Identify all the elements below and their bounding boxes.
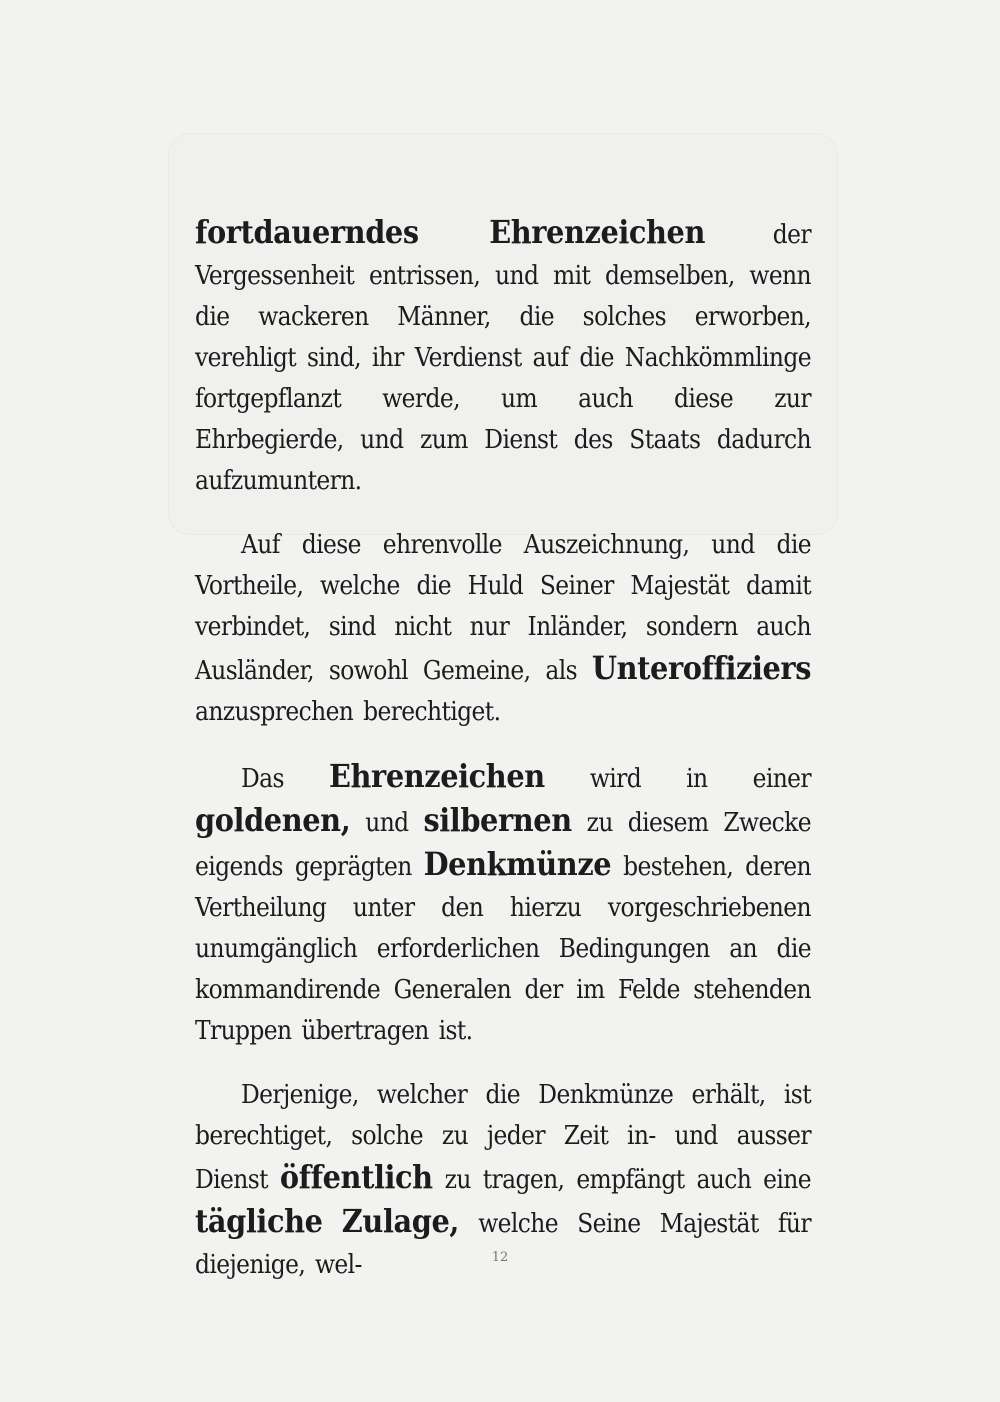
text-segment: Unteroffiziers xyxy=(591,649,811,687)
text-segment xyxy=(323,1209,342,1239)
text-segment: Das xyxy=(241,764,329,794)
paragraph-2 xyxy=(195,525,811,733)
paragraph-1 xyxy=(195,212,811,502)
text-segment: Derjenige, welcher die Denkmünze erhält, ist berechtiget, solche zu jeder Zeit in- und ausser Dienst xyxy=(195,1080,811,1195)
text-segment: Auf diese ehrenvolle Auszeichnung, und die Vortheile, welche die Huld Seiner Majestät damit verbindet, sind nicht nur Inländer, sondern auch Ausländer, sowohl Gemeine, als xyxy=(195,530,811,686)
text-segment: zu tragen, empfängt auch eine xyxy=(432,1165,811,1195)
text-segment: der Vergessenheit entrissen, und mit demselben, wenn die wackeren Männer, die solches erworben, verehligt sind, ihr Verdienst auf die Nachkömmlinge fortgepflanzt werde, um auch diese zur Ehrbegierde, und zum Dienst des Staats dadurch aufzumuntern. xyxy=(195,220,811,496)
text-segment: goldenen, xyxy=(195,801,351,839)
text-segment: Denkmünze xyxy=(423,845,612,883)
text-segment: welche Seine Majestät für diejenige, wel- xyxy=(195,1209,811,1280)
text-segment: Zulage, xyxy=(341,1202,459,1240)
text-segment: Ehrenzeichen xyxy=(328,757,545,795)
body-text xyxy=(195,212,811,1309)
page-number: 12 xyxy=(491,1250,509,1265)
text-segment: zu diesem Zwecke eigends geprägten xyxy=(195,808,811,882)
text-segment: silbernen xyxy=(423,801,572,839)
paragraph-3 xyxy=(195,756,811,1052)
text-segment: öffentlich xyxy=(279,1158,433,1196)
text-segment: und xyxy=(350,808,424,838)
text-segment: tägliche xyxy=(195,1202,323,1240)
text-segment: anzusprechen berechtiget. xyxy=(195,697,501,727)
text-segment: fortdauerndes Ehrenzeichen xyxy=(195,213,706,251)
text-segment: wird in einer xyxy=(544,764,811,794)
text-segment: bestehen, deren Vertheilung unter den hierzu vorgeschriebenen unumgänglich erforderlichen Bedingungen an die kommandirende Generalen der im Felde stehenden Truppen übertragen ist. xyxy=(195,852,811,1046)
